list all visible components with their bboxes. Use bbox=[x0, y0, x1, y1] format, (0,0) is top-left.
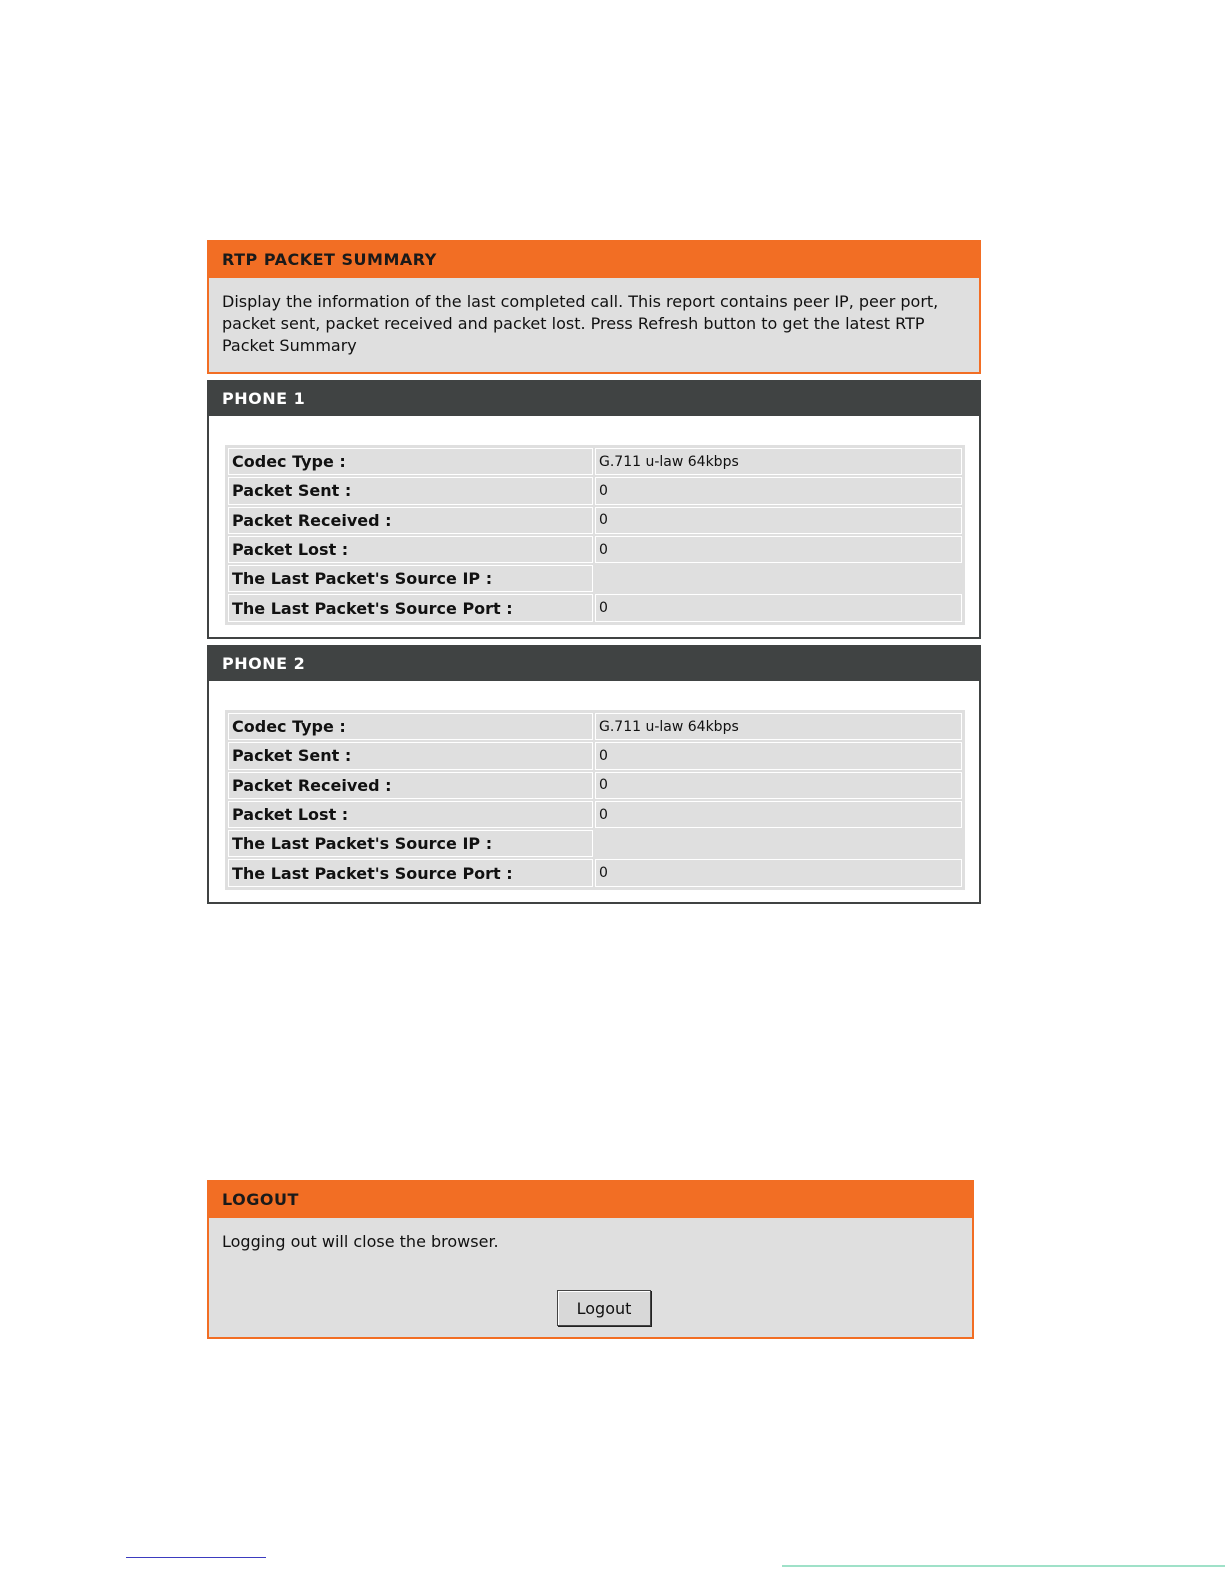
packet-sent-value: 0 bbox=[595, 742, 962, 769]
logout-panel bbox=[207, 1180, 974, 1339]
source-ip-label: The Last Packet's Source IP : bbox=[228, 565, 593, 592]
phone-2-title: PHONE 2 bbox=[209, 647, 979, 681]
source-ip-label: The Last Packet's Source IP : bbox=[228, 830, 593, 857]
rtp-summary-title: RTP PACKET SUMMARY bbox=[209, 242, 979, 278]
packet-received-value: 0 bbox=[595, 772, 962, 799]
source-port-label: The Last Packet's Source Port : bbox=[228, 594, 593, 621]
footer-link-underline bbox=[126, 1557, 266, 1558]
logout-title: LOGOUT bbox=[209, 1182, 972, 1218]
codec-type-value: G.711 u-law 64kbps bbox=[595, 448, 962, 475]
codec-type-value: G.711 u-law 64kbps bbox=[595, 713, 962, 740]
packet-sent-label: Packet Sent : bbox=[228, 742, 593, 769]
packet-lost-label: Packet Lost : bbox=[228, 801, 593, 828]
footer-divider bbox=[782, 1565, 1225, 1567]
codec-type-label: Codec Type : bbox=[228, 448, 593, 475]
phone-1-panel bbox=[207, 380, 981, 639]
phone-2-panel bbox=[207, 645, 981, 904]
table-row bbox=[227, 476, 963, 505]
table-row bbox=[227, 447, 963, 476]
packet-lost-value: 0 bbox=[595, 536, 962, 563]
table-row bbox=[227, 858, 963, 887]
packet-lost-label: Packet Lost : bbox=[228, 536, 593, 563]
table-row bbox=[227, 564, 963, 593]
rtp-summary-panel bbox=[207, 240, 981, 374]
table-row bbox=[227, 593, 963, 622]
source-ip-value bbox=[595, 565, 962, 592]
logout-button[interactable]: Logout bbox=[557, 1290, 651, 1326]
table-row bbox=[227, 829, 963, 858]
phone-1-title: PHONE 1 bbox=[209, 382, 979, 416]
packet-sent-label: Packet Sent : bbox=[228, 477, 593, 504]
rtp-summary-description: Display the information of the last completed call. This report contains peer IP, peer port, packet sent, packet received and packet lost. Press Refresh button to get the latest RTP Packet Summary bbox=[222, 292, 939, 355]
table-row bbox=[227, 506, 963, 535]
source-port-value: 0 bbox=[595, 859, 962, 886]
table-row bbox=[227, 800, 963, 829]
packet-sent-value: 0 bbox=[595, 477, 962, 504]
packet-received-value: 0 bbox=[595, 507, 962, 534]
table-row bbox=[227, 535, 963, 564]
phone-2-stats-table bbox=[225, 710, 965, 890]
logout-description: Logging out will close the browser. bbox=[222, 1232, 499, 1251]
source-port-value: 0 bbox=[595, 594, 962, 621]
source-ip-value bbox=[595, 830, 962, 857]
phone-1-stats-table bbox=[225, 445, 965, 625]
table-row bbox=[227, 771, 963, 800]
packet-received-label: Packet Received : bbox=[228, 772, 593, 799]
table-row bbox=[227, 741, 963, 770]
source-port-label: The Last Packet's Source Port : bbox=[228, 859, 593, 886]
packet-lost-value: 0 bbox=[595, 801, 962, 828]
table-row bbox=[227, 712, 963, 741]
codec-type-label: Codec Type : bbox=[228, 713, 593, 740]
packet-received-label: Packet Received : bbox=[228, 507, 593, 534]
